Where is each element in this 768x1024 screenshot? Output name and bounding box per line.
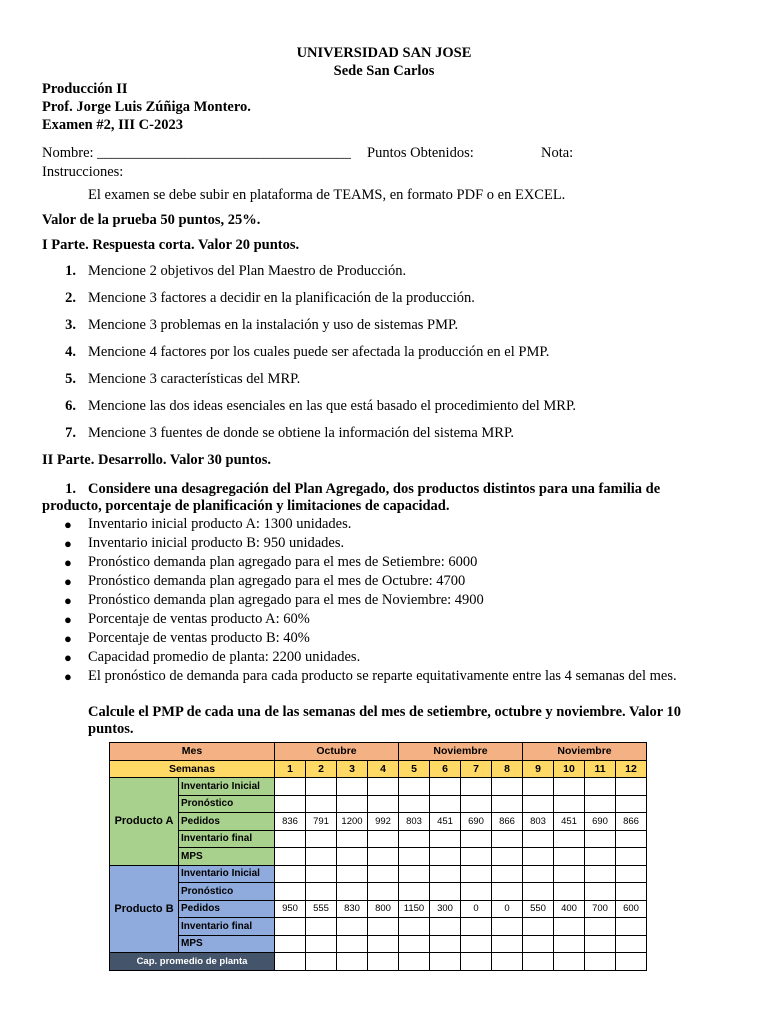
week-header: 9 xyxy=(523,760,554,778)
question-text: Mencione 3 problemas en la instalación y uso de sistemas PMP. xyxy=(88,317,459,333)
pedidos-cell: 866 xyxy=(492,813,523,831)
product-b-label: Producto B xyxy=(110,865,179,953)
puntos-label: Puntos Obtenidos: xyxy=(367,145,474,161)
exam-value: Valor de la prueba 50 puntos, 25%. xyxy=(42,212,261,228)
pedidos-cell: 830 xyxy=(337,900,368,918)
pedidos-cell: 791 xyxy=(306,813,337,831)
table-row xyxy=(110,830,647,848)
pedidos-cell: 950 xyxy=(275,900,306,918)
bullet-dot-icon: ● xyxy=(64,517,72,532)
question-text: Mencione 3 factores a decidir en la planificación de la producción. xyxy=(88,290,475,306)
pedidos-cell: 803 xyxy=(399,813,430,831)
row-label: Pedidos xyxy=(179,813,275,831)
pedidos-cell: 1200 xyxy=(337,813,368,831)
bullet-text: Capacidad promedio de planta: 2200 unidades. xyxy=(88,649,361,665)
capacity-row xyxy=(110,953,647,971)
pedidos-cell: 600 xyxy=(616,900,647,918)
week-header: 1 xyxy=(275,760,306,778)
week-header: 3 xyxy=(337,760,368,778)
month-header: Octubre xyxy=(275,743,399,761)
university-title: UNIVERSIDAD SAN JOSE xyxy=(296,45,472,61)
bullet-dot-icon: ● xyxy=(64,669,72,684)
row-label: MPS xyxy=(179,848,275,866)
part1-title: I Parte. Respuesta corta. Valor 20 puntos. xyxy=(42,237,300,253)
pedidos-cell: 690 xyxy=(461,813,492,831)
table-row xyxy=(110,935,647,953)
question-text: Mencione las dos ideas esenciales en las que está basado el procedimiento del MRP. xyxy=(88,398,577,414)
nota-label: Nota: xyxy=(541,145,574,161)
table-row xyxy=(110,813,647,831)
question-number: 7. xyxy=(65,425,76,441)
table-row xyxy=(110,883,647,901)
pmp-table xyxy=(109,742,647,971)
bullet-text: El pronóstico de demanda para cada producto se reparte equitativamente entre las 4 semanas del mes. xyxy=(88,668,677,684)
week-header: 11 xyxy=(585,760,616,778)
pedidos-cell: 992 xyxy=(368,813,399,831)
question-number: 1. xyxy=(65,263,76,279)
week-header: 12 xyxy=(616,760,647,778)
pedidos-cell: 555 xyxy=(306,900,337,918)
mes-label: Mes xyxy=(110,743,275,761)
bullet-text: Porcentaje de ventas producto B: 40% xyxy=(88,630,310,646)
pedidos-cell: 550 xyxy=(523,900,554,918)
week-header: 8 xyxy=(492,760,523,778)
table-row xyxy=(110,865,647,883)
question-number: 3. xyxy=(65,317,76,333)
nombre-field: Nombre: ___________________________________ xyxy=(42,145,351,161)
pedidos-cell: 400 xyxy=(554,900,585,918)
bullet-dot-icon: ● xyxy=(64,593,72,608)
task-line1: Calcule el PMP de cada una de las semanas del mes de setiembre, octubre y noviembre. Valor 10 xyxy=(88,704,681,720)
question-text: Mencione 2 objetivos del Plan Maestro de Producción. xyxy=(88,263,407,279)
pedidos-cell: 836 xyxy=(275,813,306,831)
question-text: Mencione 3 características del MRP. xyxy=(88,371,301,387)
row-label: Inventario Inicial xyxy=(179,778,275,796)
table-row xyxy=(110,848,647,866)
week-header: 10 xyxy=(554,760,585,778)
pedidos-cell: 0 xyxy=(461,900,492,918)
row-label: Inventario final xyxy=(179,918,275,936)
row-label: Pedidos xyxy=(179,900,275,918)
bullet-text: Inventario inicial producto A: 1300 unidades. xyxy=(88,516,352,532)
pedidos-cell: 803 xyxy=(523,813,554,831)
question-text: Mencione 3 fuentes de donde se obtiene la información del sistema MRP. xyxy=(88,425,515,441)
bullet-text: Pronóstico demanda plan agregado para el mes de Octubre: 4700 xyxy=(88,573,466,589)
instructions-text: El examen se debe subir en plataforma de TEAMS, en formato PDF o en EXCEL. xyxy=(88,187,566,203)
week-header: 4 xyxy=(368,760,399,778)
row-label: MPS xyxy=(179,935,275,953)
month-header: Noviembre xyxy=(399,743,523,761)
professor-name: Prof. Jorge Luis Zúñiga Montero. xyxy=(42,99,251,115)
course-name: Producción II xyxy=(42,81,128,97)
row-label: Inventario Inicial xyxy=(179,865,275,883)
row-label: Pronóstico xyxy=(179,795,275,813)
capacity-label: Cap. promedio de planta xyxy=(110,953,275,971)
week-header: 5 xyxy=(399,760,430,778)
table-row xyxy=(110,900,647,918)
product-a-label: Producto A xyxy=(110,778,179,866)
question-number: 4. xyxy=(65,344,76,360)
bullet-text: Pronóstico demanda plan agregado para el mes de Noviembre: 4900 xyxy=(88,592,484,608)
bullet-dot-icon: ● xyxy=(64,650,72,665)
pedidos-cell: 300 xyxy=(430,900,461,918)
part2-title: II Parte. Desarrollo. Valor 30 puntos. xyxy=(42,452,272,468)
question-number: 6. xyxy=(65,398,76,414)
week-header: 6 xyxy=(430,760,461,778)
bullet-dot-icon: ● xyxy=(64,536,72,551)
task-line2: puntos. xyxy=(88,721,134,737)
week-header: 2 xyxy=(306,760,337,778)
exam-title: Examen #2, III C-2023 xyxy=(42,117,183,133)
month-header: Noviembre xyxy=(523,743,647,761)
week-header: 7 xyxy=(461,760,492,778)
bullet-dot-icon: ● xyxy=(64,555,72,570)
part2-question-line2: producto, porcentaje de planificación y limitaciones de capacidad. xyxy=(42,498,450,514)
campus-title: Sede San Carlos xyxy=(333,63,435,79)
bullet-text: Inventario inicial producto B: 950 unidades. xyxy=(88,535,345,551)
bullet-text: Pronóstico demanda plan agregado para el mes de Setiembre: 6000 xyxy=(88,554,478,570)
pedidos-cell: 451 xyxy=(430,813,461,831)
pedidos-cell: 800 xyxy=(368,900,399,918)
pedidos-cell: 451 xyxy=(554,813,585,831)
pedidos-cell: 700 xyxy=(585,900,616,918)
row-label: Pronóstico xyxy=(179,883,275,901)
bullet-dot-icon: ● xyxy=(64,574,72,589)
bullet-dot-icon: ● xyxy=(64,631,72,646)
part2-question-line1: Considere una desagregación del Plan Agregado, dos productos distintos para una familia de xyxy=(88,481,661,497)
table-row xyxy=(110,918,647,936)
question-text: Mencione 4 factores por los cuales puede ser afectada la producción en el PMP. xyxy=(88,344,550,360)
question-number: 2. xyxy=(65,290,76,306)
table-row xyxy=(110,778,647,796)
bullet-dot-icon: ● xyxy=(64,612,72,627)
pedidos-cell: 0 xyxy=(492,900,523,918)
bullet-text: Porcentaje de ventas producto A: 60% xyxy=(88,611,310,627)
week-header-row xyxy=(110,760,647,778)
question-number: 5. xyxy=(65,371,76,387)
instructions-label: Instrucciones: xyxy=(42,164,124,180)
month-header-row xyxy=(110,743,647,761)
row-label: Inventario final xyxy=(179,830,275,848)
pedidos-cell: 866 xyxy=(616,813,647,831)
semanas-label: Semanas xyxy=(110,760,275,778)
pedidos-cell: 1150 xyxy=(399,900,430,918)
table-row xyxy=(110,795,647,813)
part2-question-number: 1. xyxy=(65,481,76,497)
pedidos-cell: 690 xyxy=(585,813,616,831)
